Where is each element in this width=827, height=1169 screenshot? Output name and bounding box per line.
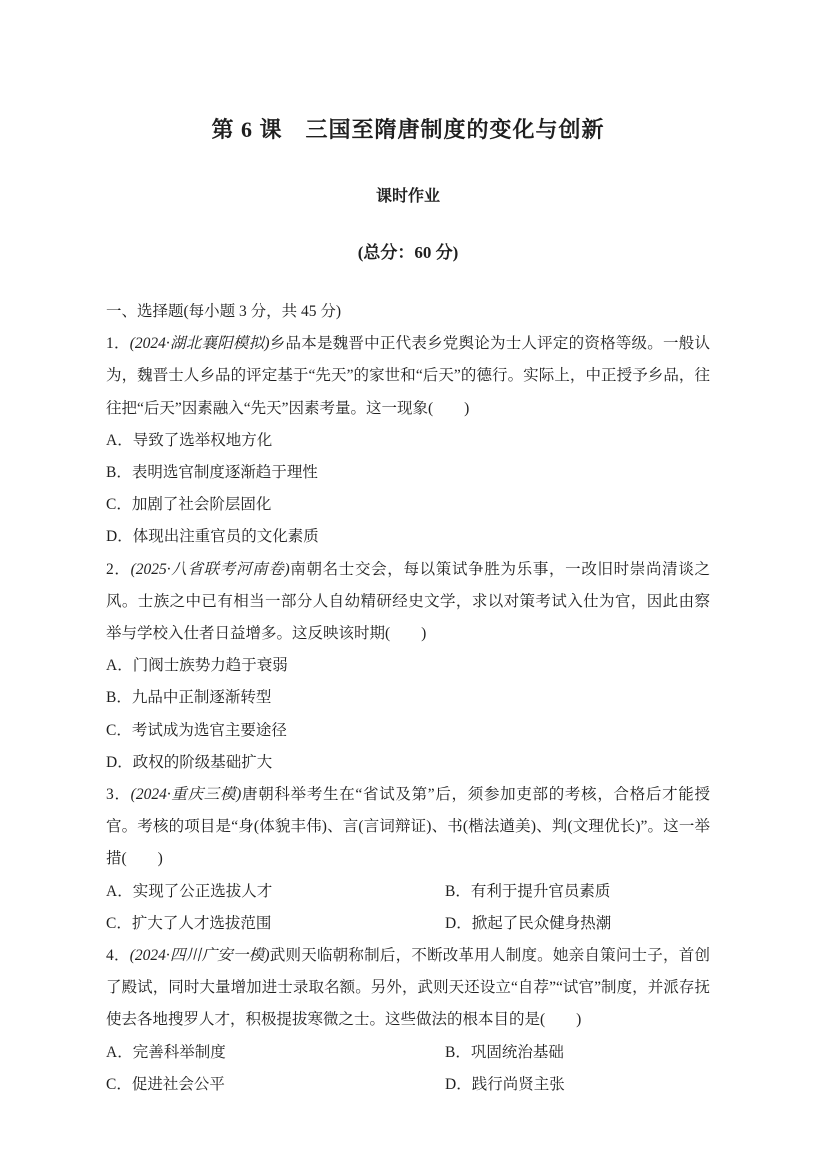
page-subtitle: 课时作业 [375,188,440,205]
option-text: 门阀士族势力趋于衰弱 [132,657,288,675]
option-label: B． [445,1043,471,1061]
option-text: 政权的阶级基础扩大 [132,753,273,771]
question-2-option-c [106,715,710,747]
option-text: 促进社会公平 [131,1075,225,1093]
question-3-option-b [445,876,710,908]
question-2-options [106,650,710,779]
question-1-number: 1． [106,335,130,353]
question-2-option-a [106,650,710,682]
option-text: 践行尚贤主张 [471,1075,565,1093]
question-2-text: 南朝名士交会，每以策试争胜为乐事，一改旧时崇尚清谈之风。士族之中已有相当一部分人自幼精研经史文学，求以对策考试入仕为官，因此由察举与学校入仕者日益增多。这反映该时期( ) [106,560,710,643]
question-1-option-d [106,521,710,553]
page-content [106,0,710,1101]
question-4-number: 4． [106,947,130,965]
option-text: 体现出注重官员的文化素质 [132,528,319,546]
question-1 [106,328,710,553]
question-4-option-a [106,1037,445,1069]
option-text: 九品中正制逐渐转型 [131,689,272,707]
option-label: A． [106,657,133,675]
option-text: 巩固统治基础 [470,1043,564,1061]
page-title: 第 6 课 三国至隋唐制度的变化与创新 [211,117,605,142]
question-4-options [106,1037,710,1101]
option-label: C． [106,721,132,739]
question-4-option-c [106,1069,445,1101]
option-label: B． [106,689,132,707]
section-heading: 一、选择题(每小题 3 分，共 45 分) [106,303,342,320]
question-3-source: (2024·重庆三模) [130,786,242,804]
option-text: 表明选官制度逐渐趋于理性 [131,464,318,482]
question-3-option-d [445,908,710,940]
question-2-number: 2． [106,560,131,578]
question-1-options [106,425,710,554]
question-1-option-c [106,489,710,521]
option-label: D． [106,528,133,546]
question-2 [106,554,710,779]
question-1-option-a [106,425,710,457]
option-label: B． [106,464,132,482]
option-label: C． [106,1075,132,1093]
question-4-option-d [445,1069,710,1101]
question-3 [106,779,710,940]
option-text: 掀起了民众健身热潮 [471,914,612,932]
option-label: D． [445,914,472,932]
option-text: 扩大了人才选拔范围 [131,914,272,932]
option-label: D． [106,753,133,771]
question-2-stem [106,554,710,651]
question-3-options [106,876,710,940]
option-text: 考试成为选官主要途径 [131,721,287,739]
question-1-stem [106,328,710,425]
question-3-option-c [106,908,445,940]
question-1-text: 乡品本是魏晋中正代表乡党舆论为士人评定的资格等级。一般认为，魏晋士人乡品的评定基于“先天”的家世和“后天”的德行。实际上，中正授予乡品，往往把“后天”因素融入“先天”因素考量。这一现象( ) [106,335,710,417]
question-4-source: (2024·四川广安一模) [129,947,270,965]
option-label: A． [106,431,133,449]
question-4-text: 武则天临朝称制后，不断改革用人制度。她亲自策问士子，首创了殿试，同时大量增加进士录取名额。另外，武则天还设立“自荐”“试官”制度，并派存抚使去各地搜罗人才，积极提拔寒微之士。这些做法的根本目的是( ) [106,947,710,1029]
option-label: A． [106,882,133,900]
option-text: 加剧了社会阶层固化 [131,496,272,514]
option-text: 实现了公正选拔人才 [132,882,273,900]
option-label: C． [106,914,132,932]
total-score: (总分：60 分) [357,243,459,262]
question-4-stem [106,940,710,1037]
question-4-option-b [445,1037,710,1069]
question-3-option-a [106,876,445,908]
option-label: C． [106,496,132,514]
question-3-text: 唐朝科举考生在“省试及第”后，须参加吏部的考核，合格后才能授官。考核的项目是“身(体貌丰伟)、言(言词辩证)、书(楷法遒美)、判(文理优长)”。这一举措( ) [106,786,710,868]
option-text: 有利于提升官员素质 [470,882,611,900]
option-label: A． [106,1043,133,1061]
option-label: B． [445,882,471,900]
question-2-source: (2025·八省联考河南卷) [130,560,290,578]
option-label: D． [445,1075,472,1093]
question-1-source: (2024·湖北襄阳模拟) [129,335,270,353]
question-3-number: 3． [106,786,131,804]
question-3-stem [106,779,710,876]
option-text: 完善科举制度 [132,1043,226,1061]
question-2-option-b [106,682,710,714]
option-text: 导致了选举权地方化 [132,431,273,449]
question-4 [106,940,710,1101]
question-2-option-d [106,747,710,779]
question-1-option-b [106,457,710,489]
